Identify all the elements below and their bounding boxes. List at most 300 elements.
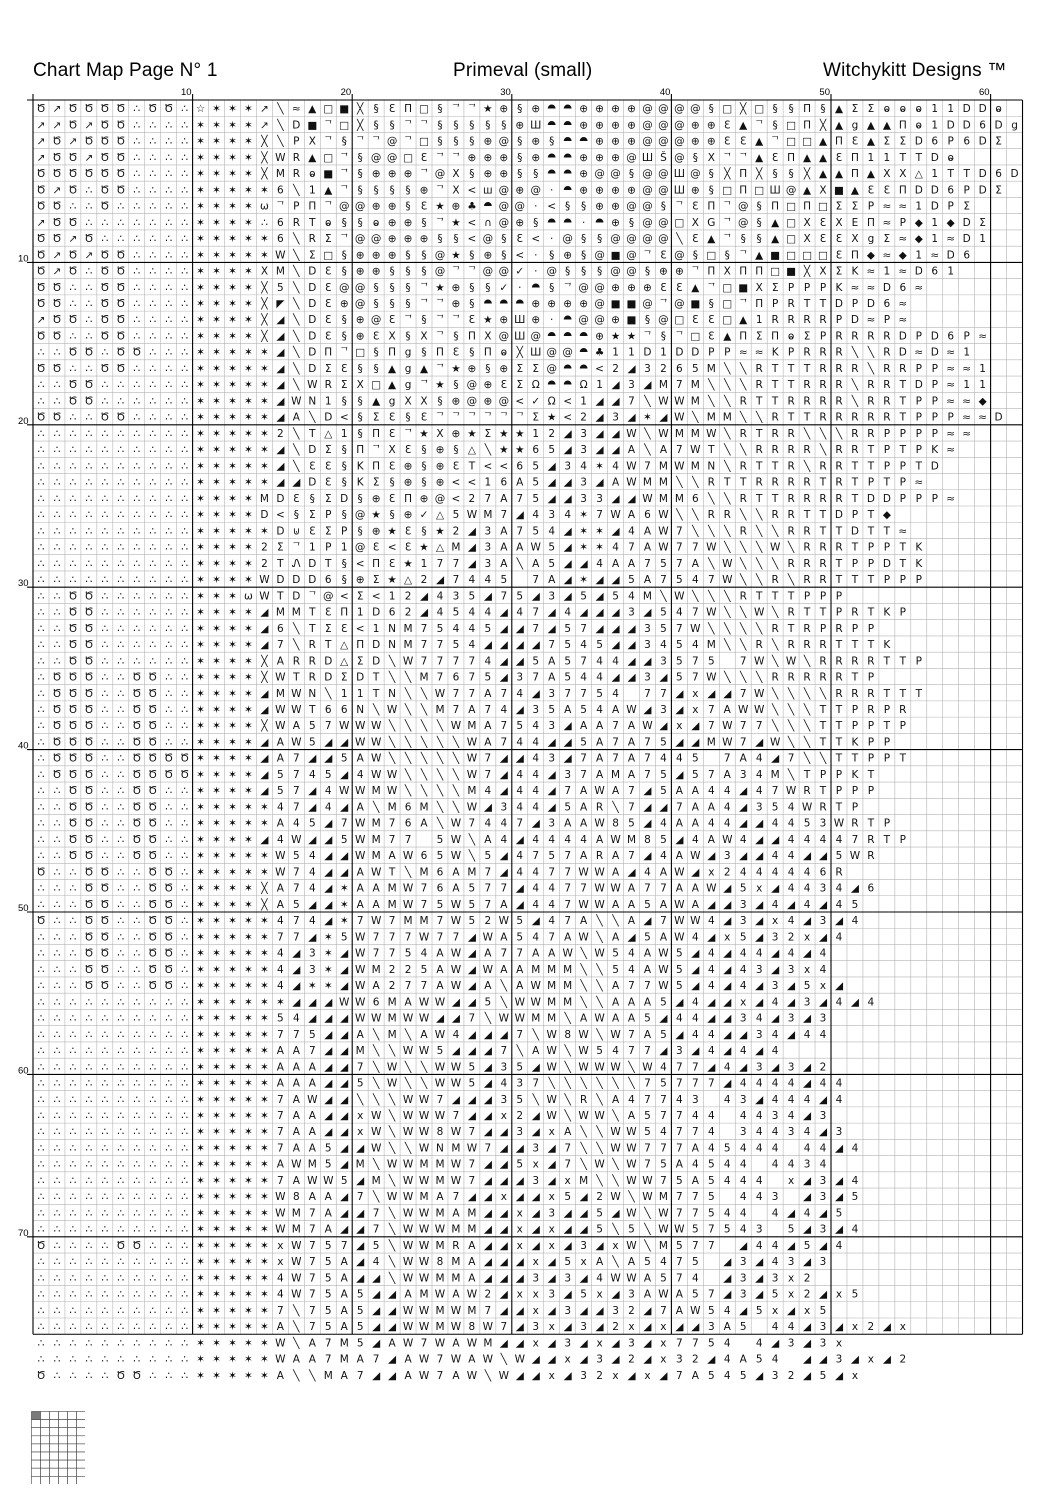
stitch-symbol: 5 <box>644 899 651 911</box>
stitch-symbol: A <box>628 883 636 895</box>
stitch-symbol: ◢ <box>340 1191 349 1203</box>
stitch-symbol: R <box>835 477 842 489</box>
stitch-symbol: ◢ <box>580 1272 589 1284</box>
stitch-symbol: Ծ <box>100 136 109 148</box>
stitch-symbol: M <box>388 1029 397 1041</box>
stitch-symbol: ✶ <box>212 298 221 310</box>
stitch-symbol: W <box>626 1207 637 1219</box>
stitch-symbol: 5 <box>357 1321 364 1333</box>
stitch-symbol: ≈ <box>882 249 891 261</box>
stitch-symbol: ∴ <box>133 1337 140 1349</box>
stitch-symbol: ✶ <box>228 915 237 927</box>
stitch-symbol: Ծ <box>100 330 109 342</box>
stitch-symbol: @ <box>674 249 685 261</box>
stitch-symbol: ⊕ <box>515 119 524 131</box>
stitch-symbol: ◢ <box>324 1078 333 1090</box>
stitch-symbol: ✶ <box>212 688 221 700</box>
stitch-symbol: P <box>900 720 906 732</box>
stitch-symbol: ◢ <box>532 1240 541 1252</box>
stitch-symbol: ∴ <box>133 233 140 245</box>
stitch-symbol: ✶ <box>260 347 269 359</box>
stitch-symbol: @ <box>626 152 637 164</box>
stitch-symbol: 5 <box>341 1175 348 1187</box>
stitch-symbol: 8 <box>564 1029 571 1041</box>
stitch-symbol: M <box>356 1159 365 1171</box>
stitch-symbol: ╲ <box>276 118 284 131</box>
stitch-symbol: R <box>803 525 810 537</box>
stitch-symbol: ↗ <box>53 266 62 278</box>
stitch-symbol: Ծ <box>100 249 109 261</box>
stitch-symbol: ∴ <box>117 753 124 765</box>
stitch-symbol: ⊕ <box>595 184 604 196</box>
stitch-symbol: T <box>771 395 779 407</box>
stitch-symbol: ✶ <box>228 883 237 895</box>
page-cell <box>50 1436 59 1444</box>
stitch-symbol: 4 <box>740 834 747 846</box>
stitch-symbol: ╲ <box>436 752 444 765</box>
stitch-symbol: 7 <box>485 753 492 765</box>
stitch-symbol: ◢ <box>276 314 285 326</box>
stitch-symbol: ✶ <box>260 525 269 537</box>
stitch-symbol: 7 <box>485 1142 492 1154</box>
stitch-symbol: 5 <box>373 1240 380 1252</box>
stitch-symbol: ✶ <box>228 314 237 326</box>
stitch-symbol: A <box>612 704 620 716</box>
stitch-symbol: 5 <box>820 1370 827 1382</box>
stitch-symbol: Ծ <box>68 753 77 765</box>
stitch-symbol: ⊕ <box>595 330 604 342</box>
stitch-symbol: ✶ <box>260 915 269 927</box>
stitch-symbol: ⊕ <box>388 249 397 261</box>
stitch-symbol: 2 <box>788 931 795 943</box>
stitch-symbol: ✶ <box>228 996 237 1008</box>
stitch-symbol: R <box>835 379 842 391</box>
stitch-symbol: Ծ <box>52 363 61 375</box>
stitch-symbol: 4 <box>772 866 779 878</box>
stitch-symbol: Ɛ <box>453 347 459 359</box>
stitch-symbol: ∴ <box>149 347 156 359</box>
stitch-symbol: 5 <box>756 1354 763 1366</box>
stitch-symbol: ✶ <box>196 493 205 505</box>
stitch-symbol: W <box>419 1045 430 1057</box>
stitch-symbol: ⊕ <box>420 493 429 505</box>
stitch-symbol: ∴ <box>101 1272 108 1284</box>
stitch-symbol: ✶ <box>196 314 205 326</box>
stitch-symbol: 7 <box>708 1240 715 1252</box>
stitch-symbol: ◢ <box>643 818 652 830</box>
stitch-symbol: ᄀ <box>435 152 445 164</box>
stitch-symbol: A <box>325 1207 333 1219</box>
stitch-symbol: ▲ <box>883 119 892 131</box>
stitch-symbol: ◢ <box>548 1354 557 1366</box>
stitch-symbol: W <box>371 1110 382 1122</box>
stitch-symbol: ∴ <box>54 607 61 619</box>
stitch-symbol: ∴ <box>181 249 188 261</box>
stitch-symbol: ╲ <box>388 1044 396 1057</box>
stitch-symbol: ╲ <box>787 573 795 586</box>
stitch-symbol: ✶ <box>212 964 221 976</box>
stitch-symbol: 4 <box>772 1045 779 1057</box>
stitch-symbol: ∴ <box>38 1094 45 1106</box>
stitch-symbol: P <box>820 623 826 635</box>
stitch-symbol: Ω <box>548 395 556 407</box>
stitch-symbol: R <box>293 655 300 667</box>
stitch-symbol: ∴ <box>149 282 156 294</box>
stitch-symbol: Ծ <box>52 217 61 229</box>
stitch-symbol: ✶ <box>244 1321 253 1333</box>
stitch-symbol: ◢ <box>755 850 764 862</box>
stitch-symbol: § <box>342 249 347 261</box>
stitch-symbol: ≈ <box>866 282 875 294</box>
stitch-symbol: P <box>884 542 890 554</box>
stitch-symbol: ∴ <box>181 704 188 716</box>
stitch-symbol: ◢ <box>755 818 764 830</box>
stitch-symbol: ᄀ <box>722 201 732 213</box>
stitch-symbol: ⊕ <box>611 201 620 213</box>
stitch-symbol: 7 <box>437 655 444 667</box>
stitch-symbol: ✶ <box>228 980 237 992</box>
page-cell <box>32 1476 41 1484</box>
stitch-symbol: 4 <box>820 1159 827 1171</box>
stitch-symbol: Σ <box>884 136 891 148</box>
stitch-symbol: K <box>851 736 859 748</box>
stitch-symbol: 5 <box>612 948 619 960</box>
stitch-symbol: § <box>405 184 410 196</box>
stitch-symbol: ∴ <box>133 931 140 943</box>
stitch-symbol: Ɛ <box>421 152 427 164</box>
stitch-symbol: ◢ <box>723 1013 732 1025</box>
stitch-symbol: 3 <box>580 477 587 489</box>
stitch-symbol: x <box>628 1321 634 1333</box>
page-cell <box>59 1420 68 1428</box>
stitch-symbol: ◢ <box>484 1240 493 1252</box>
stitch-symbol: Ծ <box>116 249 125 261</box>
stitch-symbol: R <box>883 363 890 375</box>
stitch-symbol: W <box>547 1029 558 1041</box>
stitch-symbol: 3 <box>708 1321 715 1333</box>
stitch-symbol: ∴ <box>165 509 172 521</box>
stitch-symbol: W <box>275 249 286 261</box>
stitch-symbol: 7 <box>660 574 667 586</box>
stitch-symbol: W <box>451 720 462 732</box>
stitch-symbol: 4 <box>772 1321 779 1333</box>
stitch-symbol: ∴ <box>165 1305 172 1317</box>
stitch-symbol: < <box>483 460 492 472</box>
stitch-symbol: ∴ <box>86 1094 93 1106</box>
stitch-symbol: § <box>374 103 379 115</box>
stitch-symbol: ⊕ <box>372 493 381 505</box>
stitch-symbol: 1 <box>389 590 396 602</box>
stitch-symbol: Ծ <box>84 655 93 667</box>
stitch-symbol: W <box>786 785 797 797</box>
stitch-symbol: ✶ <box>260 948 269 960</box>
stitch-symbol: ◢ <box>388 1305 397 1317</box>
stitch-symbol: ∴ <box>181 1078 188 1090</box>
stitch-symbol: ✶ <box>228 184 237 196</box>
stitch-symbol: 5 <box>469 899 476 911</box>
stitch-symbol: ≈ <box>882 217 891 229</box>
stitch-symbol: 7 <box>500 948 507 960</box>
stitch-symbol: A <box>628 1013 636 1025</box>
stitch-symbol: 7 <box>708 720 715 732</box>
stitch-symbol: x <box>836 1289 842 1301</box>
stitch-symbol: ∴ <box>165 736 172 748</box>
stitch-symbol: ∴ <box>54 395 61 407</box>
stitch-symbol: □ <box>786 233 796 245</box>
stitch-symbol: Ɛ <box>708 330 714 342</box>
stitch-symbol: ∴ <box>38 623 45 635</box>
stitch-symbol: ∴ <box>181 298 188 310</box>
stitch-symbol: W <box>690 915 701 927</box>
stitch-symbol: 3 <box>548 688 555 700</box>
stitch-symbol: ∴ <box>133 1159 140 1171</box>
stitch-symbol: ∴ <box>133 477 140 489</box>
stitch-symbol: 1 <box>915 201 922 213</box>
stitch-symbol: ╲ <box>627 1190 635 1203</box>
stitch-symbol: W <box>419 1370 430 1382</box>
stitch-symbol: 4 <box>644 866 651 878</box>
stitch-symbol: 3 <box>628 379 635 391</box>
stitch-symbol: ╳ <box>356 102 364 115</box>
stitch-symbol: x <box>740 996 746 1008</box>
stitch-symbol: ✶ <box>212 428 221 440</box>
stitch-symbol: 5 <box>708 1175 715 1187</box>
stitch-symbol: Ɛ <box>469 314 475 326</box>
stitch-symbol: ◢ <box>723 1045 732 1057</box>
page-cell <box>59 1476 68 1484</box>
stitch-symbol: ✶ <box>228 412 237 424</box>
stitch-symbol: ◢ <box>452 1045 461 1057</box>
stitch-symbol: P <box>852 509 858 521</box>
stitch-symbol: ◢ <box>787 1240 796 1252</box>
stitch-symbol: ◢ <box>308 834 317 846</box>
stitch-symbol: ╲ <box>579 947 587 960</box>
stitch-symbol: Ծ <box>116 119 125 131</box>
stitch-symbol: D <box>963 233 971 245</box>
stitch-symbol: 4 <box>421 948 428 960</box>
stitch-symbol: ᄀ <box>451 314 461 326</box>
stitch-symbol: Ծ <box>36 330 45 342</box>
stitch-symbol: ◢ <box>516 1337 525 1349</box>
stitch-symbol: ᄀ <box>419 298 429 310</box>
stitch-symbol: ∴ <box>133 509 140 521</box>
stitch-symbol: ✶ <box>244 1272 253 1284</box>
stitch-symbol: ᄀ <box>435 412 445 424</box>
stitch-symbol: ✶ <box>212 509 221 521</box>
stitch-symbol: ∴ <box>165 558 172 570</box>
stitch-symbol: ◢ <box>468 1110 477 1122</box>
stitch-symbol: ◢ <box>516 753 525 765</box>
stitch-symbol: 4 <box>724 818 731 830</box>
stitch-symbol: W <box>419 1321 430 1333</box>
stitch-symbol: 7 <box>293 801 300 813</box>
stitch-symbol: @ <box>594 168 605 180</box>
stitch-symbol: ∴ <box>133 136 140 148</box>
stitch-symbol: ⊕ <box>515 217 524 229</box>
stitch-symbol: ∴ <box>181 363 188 375</box>
stitch-symbol: A <box>676 883 684 895</box>
stitch-symbol: ✶ <box>196 785 205 797</box>
stitch-symbol: A <box>373 899 381 911</box>
stitch-symbol: ◢ <box>500 1159 509 1171</box>
stitch-symbol: W <box>626 460 637 472</box>
stitch-symbol: M <box>292 1224 301 1236</box>
stitch-symbol: ✶ <box>260 850 269 862</box>
stitch-symbol: 4 <box>309 883 316 895</box>
stitch-symbol: A <box>644 948 652 960</box>
stitch-symbol: 5 <box>277 785 284 797</box>
stitch-symbol: 4 <box>532 931 539 943</box>
stitch-symbol: ★ <box>515 428 524 440</box>
stitch-symbol: g <box>405 347 412 359</box>
stitch-symbol: ✶ <box>212 607 221 619</box>
stitch-symbol: Σ <box>325 525 332 537</box>
stitch-symbol: x <box>708 866 714 878</box>
stitch-symbol: ∴ <box>70 1029 77 1041</box>
stitch-symbol: 7 <box>676 623 683 635</box>
stitch-symbol: 7 <box>341 1240 348 1252</box>
stitch-symbol: ◢ <box>564 1224 573 1236</box>
stitch-symbol: M <box>451 1272 460 1284</box>
stitch-symbol: 3 <box>580 444 587 456</box>
stitch-symbol: ⯊ <box>564 152 573 164</box>
stitch-symbol: ◢ <box>324 899 333 911</box>
stitch-symbol: M <box>419 672 428 684</box>
stitch-symbol: R <box>835 672 842 684</box>
stitch-symbol: ∴ <box>165 720 172 732</box>
stitch-symbol: Π <box>372 558 380 570</box>
stitch-symbol: 4 <box>772 850 779 862</box>
stitch-symbol: ᄀ <box>483 412 493 424</box>
stitch-symbol: T <box>835 720 843 732</box>
stitch-symbol: 4 <box>325 801 332 813</box>
stitch-symbol: 5 <box>596 639 603 651</box>
stitch-symbol: ✶ <box>196 217 205 229</box>
stitch-symbol: ω <box>244 590 253 602</box>
stitch-symbol: ∴ <box>101 1240 108 1252</box>
stitch-symbol: ∴ <box>165 217 172 229</box>
stitch-symbol: ✶ <box>196 379 205 391</box>
stitch-symbol: A <box>660 444 668 456</box>
stitch-symbol: 4 <box>277 915 284 927</box>
stitch-symbol: P <box>836 769 842 781</box>
stitch-symbol: Ծ <box>36 184 45 196</box>
stitch-symbol: Ծ <box>52 298 61 310</box>
stitch-symbol: ∴ <box>86 217 93 229</box>
stitch-symbol: ✶ <box>244 785 253 797</box>
stitch-symbol: ◢ <box>787 1207 796 1219</box>
stitch-symbol: Ш <box>514 330 525 342</box>
stitch-symbol: ✶ <box>212 347 221 359</box>
stitch-symbol: 2 <box>868 1321 875 1333</box>
stitch-symbol: ╳ <box>260 135 268 148</box>
stitch-symbol: ∴ <box>181 330 188 342</box>
stitch-symbol: 4 <box>772 899 779 911</box>
stitch-symbol: ∴ <box>165 201 172 213</box>
stitch-symbol: P <box>772 298 778 310</box>
stitch-symbol: □ <box>323 152 333 164</box>
stitch-symbol: ✶ <box>212 282 221 294</box>
stitch-symbol: D <box>356 672 364 684</box>
stitch-symbol: △ <box>915 168 924 180</box>
stitch-symbol: ◢ <box>675 704 684 716</box>
stitch-symbol: Ծ <box>52 412 61 424</box>
stitch-symbol: ◢ <box>388 1354 397 1366</box>
stitch-symbol: ╲ <box>691 508 699 521</box>
stitch-symbol: ✶ <box>340 915 349 927</box>
stitch-symbol: M <box>547 1013 556 1025</box>
stitch-symbol: g <box>868 233 875 245</box>
stitch-symbol: 3 <box>548 1289 555 1301</box>
stitch-symbol: ✶ <box>244 1142 253 1154</box>
column-number: 40 <box>660 87 671 98</box>
stitch-symbol: ⯊ <box>564 119 573 131</box>
stitch-symbol: W <box>562 948 573 960</box>
stitch-symbol: ◢ <box>612 379 621 391</box>
stitch-symbol: 5 <box>788 1224 795 1236</box>
stitch-symbol: 4 <box>772 1126 779 1138</box>
stitch-symbol: ╲ <box>308 1369 316 1382</box>
stitch-symbol: Ծ <box>68 266 77 278</box>
stitch-symbol: 3 <box>548 590 555 602</box>
stitch-symbol: ✶ <box>212 915 221 927</box>
stitch-symbol: Σ <box>373 574 380 586</box>
stitch-symbol: ∴ <box>117 217 124 229</box>
stitch-symbol: 7 <box>469 1175 476 1187</box>
stitch-symbol: ∴ <box>38 1110 45 1122</box>
stitch-symbol: ∴ <box>117 623 124 635</box>
stitch-symbol: Ɛ <box>836 233 842 245</box>
stitch-symbol: 5 <box>516 931 523 943</box>
stitch-symbol: A <box>532 1045 540 1057</box>
stitch-symbol: ◢ <box>468 542 477 554</box>
stitch-symbol: 5 <box>676 948 683 960</box>
stitch-symbol: ∴ <box>86 509 93 521</box>
stitch-symbol: ◢ <box>516 655 525 667</box>
stitch-symbol: ≈ <box>292 103 301 115</box>
stitch-symbol: T <box>899 542 907 554</box>
stitch-symbol: ᄀ <box>467 412 477 424</box>
stitch-symbol: M <box>276 266 285 278</box>
stitch-symbol: ◢ <box>787 1305 796 1317</box>
stitch-symbol: Π <box>755 266 763 278</box>
stitch-symbol: ✶ <box>212 201 221 213</box>
stitch-symbol: ◢ <box>755 1272 764 1284</box>
stitch-symbol: Ծ <box>148 980 157 992</box>
stitch-symbol: T <box>723 477 731 489</box>
stitch-symbol: ╲ <box>388 1141 396 1154</box>
stitch-symbol: 7 <box>453 1191 460 1203</box>
stitch-symbol: ╲ <box>851 378 859 391</box>
stitch-symbol: ╲ <box>532 1093 540 1106</box>
page-cell <box>59 1436 68 1444</box>
stitch-symbol: ∴ <box>117 542 124 554</box>
stitch-symbol: < <box>563 412 572 424</box>
stitch-symbol: ∴ <box>54 801 61 813</box>
stitch-symbol: ∴ <box>38 477 45 489</box>
stitch-symbol: Χ <box>388 330 395 342</box>
stitch-symbol: ↗ <box>37 119 46 131</box>
stitch-symbol: W <box>339 720 350 732</box>
stitch-symbol: M <box>467 1207 476 1219</box>
stitch-symbol: ∴ <box>38 785 45 797</box>
stitch-symbol: 6 <box>341 704 348 716</box>
stitch-symbol: ⯊ <box>579 330 588 342</box>
stitch-symbol: ◢ <box>484 1126 493 1138</box>
stitch-symbol: x <box>357 1126 363 1138</box>
stitch-symbol: A <box>468 1240 476 1252</box>
stitch-symbol: § <box>342 574 347 586</box>
